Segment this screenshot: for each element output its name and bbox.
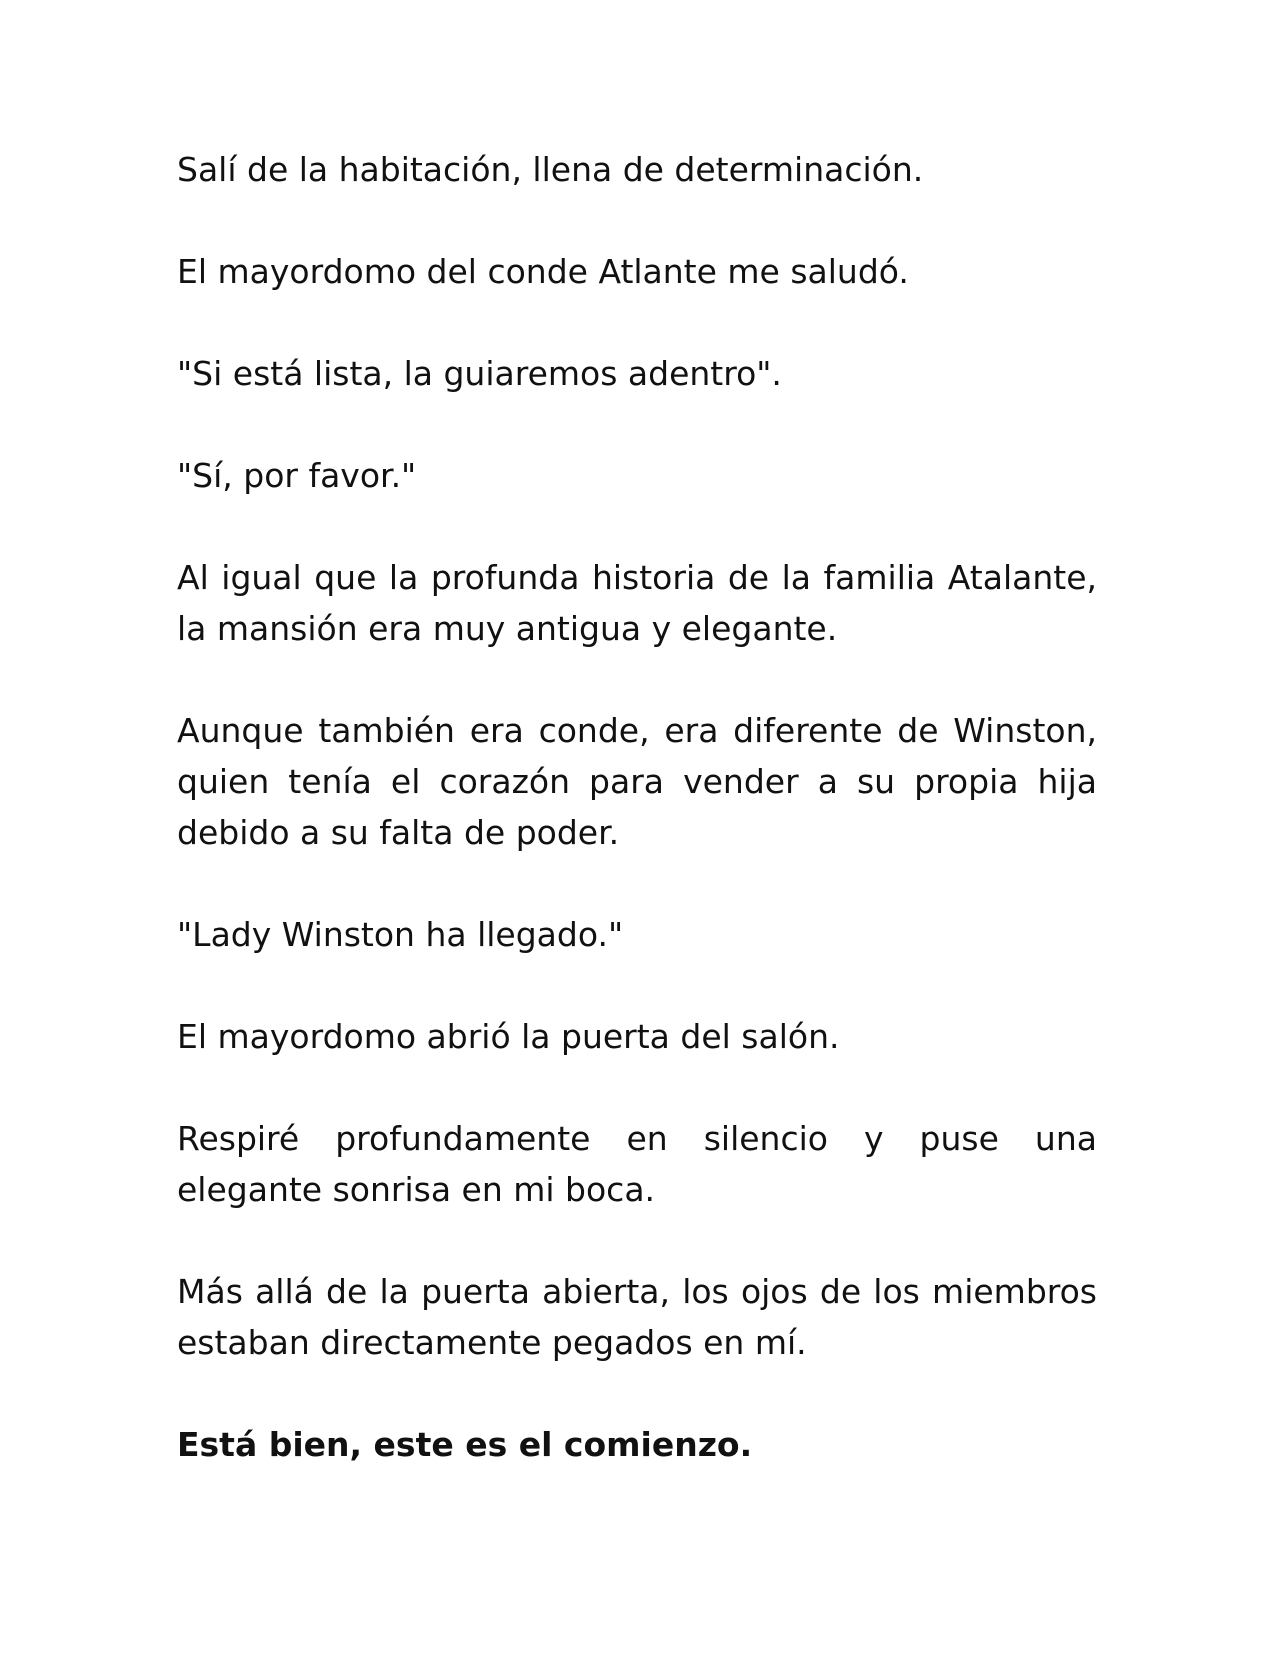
paragraph: El mayordomo abrió la puerta del salón.: [177, 1017, 840, 1056]
paragraph: Al igual que la profunda historia de la familia Atalante, la mansión era muy antigua y elegante.: [177, 558, 1097, 648]
paragraph: "Si está lista, la guiaremos adentro".: [177, 354, 782, 393]
paragraph: "Lady Winston ha llegado.": [177, 915, 624, 954]
text-body: [177, 144, 1097, 1521]
closing-paragraph: Está bien, este es el comienzo.: [177, 1425, 753, 1464]
paragraph: "Sí, por favor.": [177, 456, 417, 495]
paragraph: Aunque también era conde, era diferente de Winston, quien tenía el corazón para vender a su propia hija debido a su falta de poder.: [177, 711, 1097, 852]
paragraph: Respiré profundamente en silencio y puse una elegante sonrisa en mi boca.: [177, 1119, 1097, 1209]
paragraph: Salí de la habitación, llena de determinación.: [177, 150, 924, 189]
paragraph: Más allá de la puerta abierta, los ojos de los miembros estaban directamente pegados en mí.: [177, 1272, 1097, 1362]
paragraph: El mayordomo del conde Atlante me saludó.: [177, 252, 909, 291]
